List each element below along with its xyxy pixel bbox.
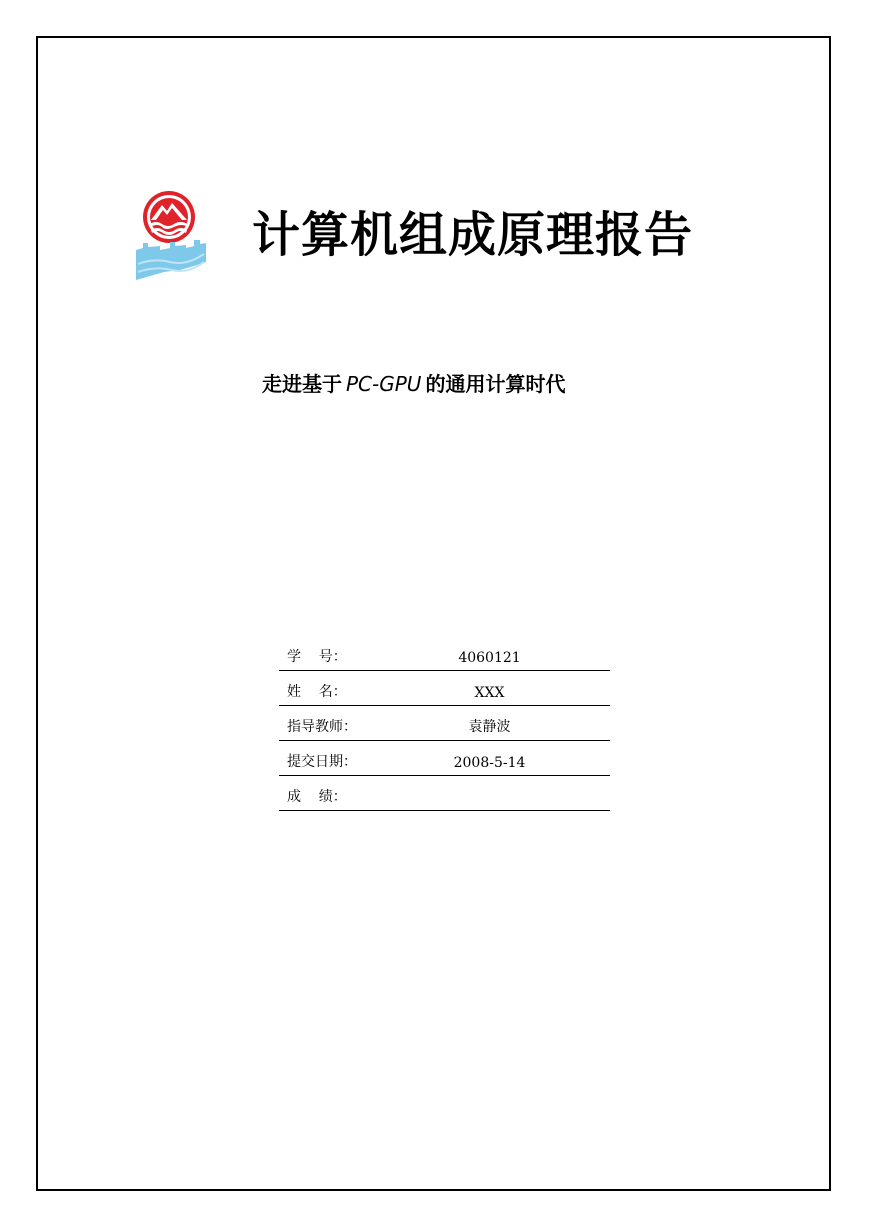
info-table — [279, 636, 610, 811]
info-row-grade — [279, 776, 610, 811]
info-row-advisor — [279, 706, 610, 741]
info-row-student-id — [279, 636, 610, 671]
info-row-submit-date — [279, 741, 610, 776]
subtitle-prefix: 走进基于 — [262, 372, 342, 396]
info-label: 姓 名： — [287, 684, 347, 700]
info-value: XXX — [474, 685, 505, 701]
subtitle-latin: PC-GPU — [346, 372, 422, 396]
report-title: 计算机组成原理报告 — [252, 207, 694, 263]
info-value: 袁静波 — [468, 719, 511, 735]
subtitle-suffix: 的通用计算时代 — [425, 372, 566, 396]
university-emblem-icon — [134, 188, 208, 282]
info-label: 学 号： — [287, 649, 347, 665]
info-label: 指导教师： — [287, 719, 357, 735]
info-row-name — [279, 671, 610, 706]
report-subtitle — [262, 367, 565, 401]
info-label: 成 绩： — [287, 789, 347, 805]
info-value: 4060121 — [458, 650, 521, 666]
info-label: 提交日期： — [287, 754, 357, 770]
info-value: 2008-5-14 — [453, 755, 526, 771]
